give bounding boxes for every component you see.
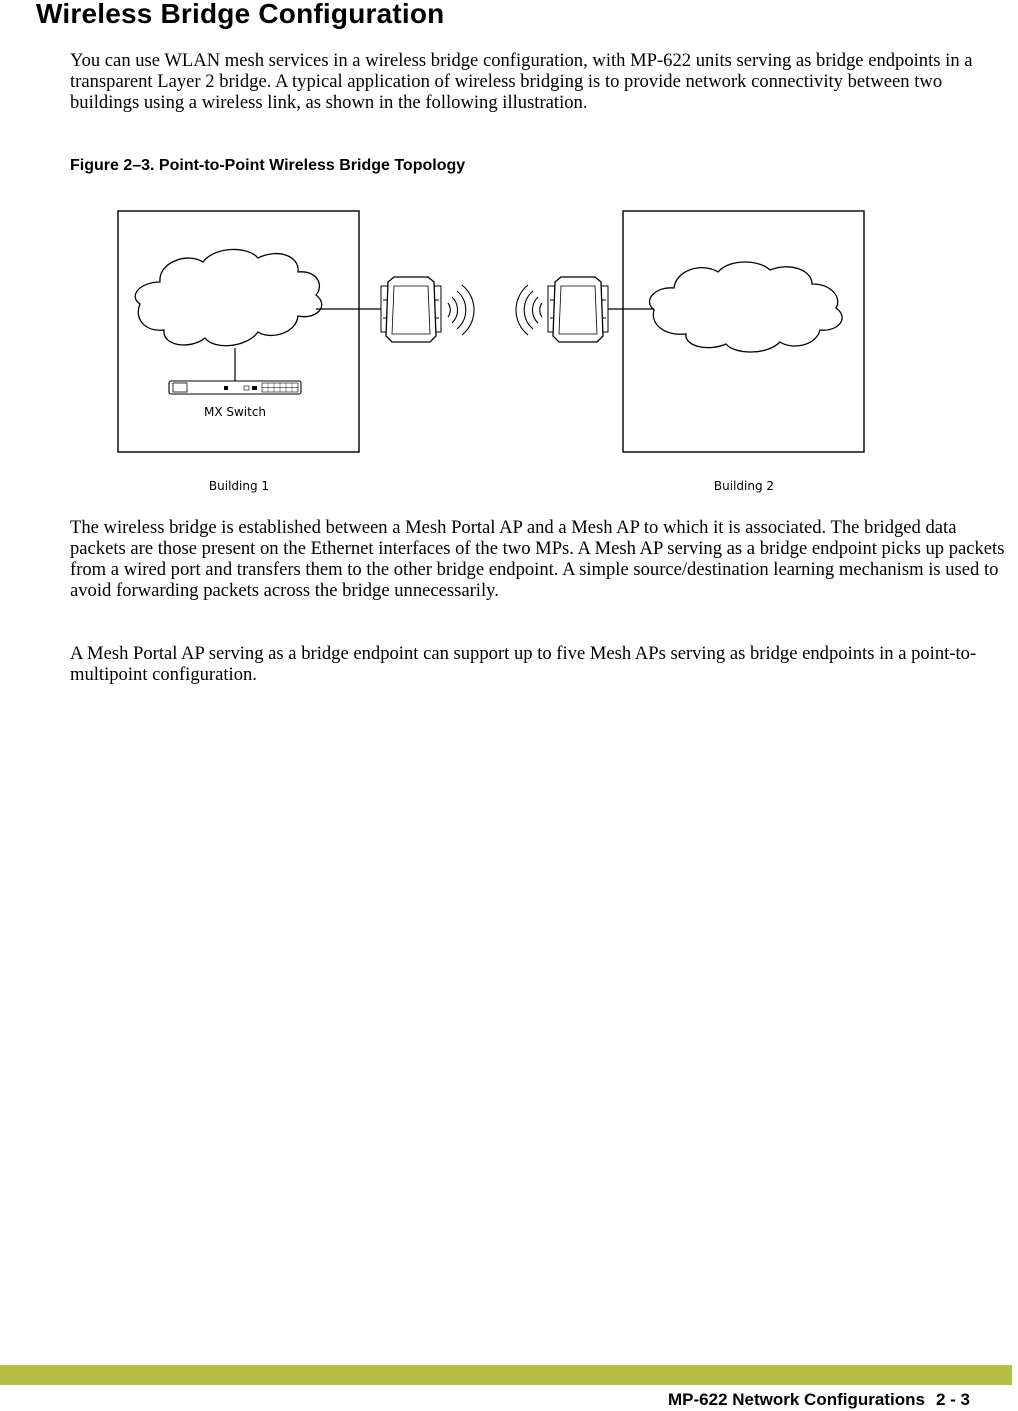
bridge-paragraph: The wireless bridge is established between a Mesh Portal AP and a Mesh AP to which it is associated. The bridged data packets are those present on the Ethernet interfaces of the two MPs. A Mesh AP serving as a bridge endpoint picks up packets from a wired port and transfers them to the other bridge endpoint. A simple source/destination learning mechanism is used to avoid forwarding packets across the bridge unnecessarily.	[70, 517, 1005, 601]
intro-paragraph: You can use WLAN mesh services in a wireless bridge configuration, with MP-622 units serving as bridge endpoints in a transparent Layer 2 bridge. A typical application of wireless bridging is to provide network connectivity between two buildings using a wireless link, as shown in the following illustration.	[70, 50, 973, 113]
building-1-label: Building 1	[208, 479, 270, 493]
cloud-icon	[650, 262, 843, 352]
access-point-icon	[548, 277, 608, 342]
figure-caption: Figure 2–3. Point-to-Point Wireless Bridge Topology	[70, 157, 466, 174]
page-number: 2 - 3	[936, 1390, 971, 1409]
switch-icon	[169, 381, 301, 394]
switch-label: MX Switch	[203, 405, 267, 419]
footer-title: MP-622 Network Configurations	[668, 1390, 925, 1409]
cloud-icon	[135, 249, 321, 345]
portal-paragraph: A Mesh Portal AP serving as a bridge endpoint can support up to five Mesh APs serving as bridge endpoints in a point-to-multipoint configuration.	[70, 643, 977, 685]
wireless-signal-icon	[516, 285, 542, 335]
wireless-signal-icon	[448, 285, 474, 335]
footer-accent-bar	[0, 1365, 1012, 1385]
section-heading: Wireless Bridge Configuration	[36, 0, 445, 29]
access-point-icon	[381, 277, 441, 342]
bridge-topology-figure	[0, 0, 1018, 500]
building-2-label: Building 2	[713, 479, 775, 493]
